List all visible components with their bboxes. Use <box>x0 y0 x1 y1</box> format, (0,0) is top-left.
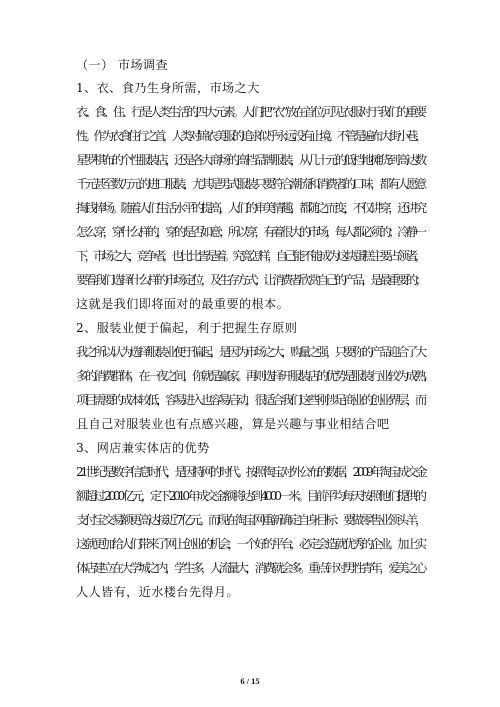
section-title: （一） 市场调查 <box>76 58 168 72</box>
paragraph-3-line: 额超过 2000 亿元，定下 2010 年成交金额将达到 4000 一米。目前平均每天按照他们提供的 <box>76 489 424 503</box>
paragraph-1-line: 衣、食、住、行是人类生活的四大元素。人们把“衣”放在首位,可见衣服对于我们的重要 <box>76 105 425 119</box>
paragraph-1-line: 性。作为衣食住行之首，人类对锦衣美服的追求似乎永远没有止境。不管是遍布大街小巷、 <box>76 129 424 143</box>
paragraph-1-line: 掏钱捧场。随着人们生活水平的提高，人们的审美情趣，都随之而变，不仅讲穿，还讲究 <box>76 201 424 215</box>
page-number: 6 / 15 <box>240 676 260 686</box>
paragraph-1-line: 这就是我们即将面对的最重要的根本。 <box>76 297 290 311</box>
paragraph-3-line: 21 世纪是数字信息时代，是因特网的时代。按照淘宝对外公布的数据，2009 年淘宝成交金 <box>76 465 425 479</box>
heading-2: 2、服装业便于偏起，利于把握生存原则 <box>76 321 298 335</box>
paragraph-1-line: 星罗棋布的个性服装店，还是各大商场的高档品牌服装，从几十元的低档地摊货到高达数 <box>76 153 424 167</box>
paragraph-2-line: 项目需要的成本较低，容易进入也容易启动，很适合我们这些刚涉足商业的创业界层，而 <box>76 393 424 407</box>
paragraph-3-line: 支付宝交易额更高达接近 7 亿元。而现在淘宝网重新确定自身目标：要做零售业领头羊， <box>76 513 424 527</box>
heading-3: 3、网店兼实体店的优势 <box>76 441 210 455</box>
heading-1: 1、衣、食乃生身所需，市场之大 <box>76 81 260 95</box>
paragraph-1-line: 要看我们选择什么样的市场定位，及生存方式；让消费者欣赏自己的产品，是最重要的； <box>76 273 424 287</box>
paragraph-1-line: 千元甚至数万元的进口服装，尤其是男式服装只要符合潮流和消费者的口味，都有人愿意 <box>76 177 424 191</box>
paragraph-3-line: 体店建立在大学城之内，学生多，人流量大，消费就会多。重点针对男性青年，爱美之心 <box>76 561 424 575</box>
paragraph-1-line: 下，市场之大，竞争者，也比比皆是着。究竟怎样，自己能不能成为这块蛋糕主要占领者， <box>76 249 424 263</box>
paragraph-3-line: 人人皆有，近水楼台先得月。 <box>76 585 239 599</box>
paragraph-1-line: 怎么穿，穿什么样的，穿的是否如意；所以穿，有着很大的市场，每人都必须的；冷静一 <box>76 225 424 239</box>
paragraph-2-line: 且自己对服装业也有点感兴趣，算是兴趣与事业相结合吧 <box>76 417 390 431</box>
paragraph-2-line: 多的消费群体，在一夜之间，你就是赢家。再则选择开服装店的优势是服装行业较为成熟, <box>76 369 425 383</box>
paragraph-2-line: 我之所以认为选择服装业便于偏起，是因为市场之大，购量之强，只要你的产品迎合了大 <box>76 345 424 359</box>
paragraph-3-line: 这就更加给人们带来了网上创业的机会，一个好的平台，必定会造就优秀的企业。加上实 <box>76 537 424 551</box>
